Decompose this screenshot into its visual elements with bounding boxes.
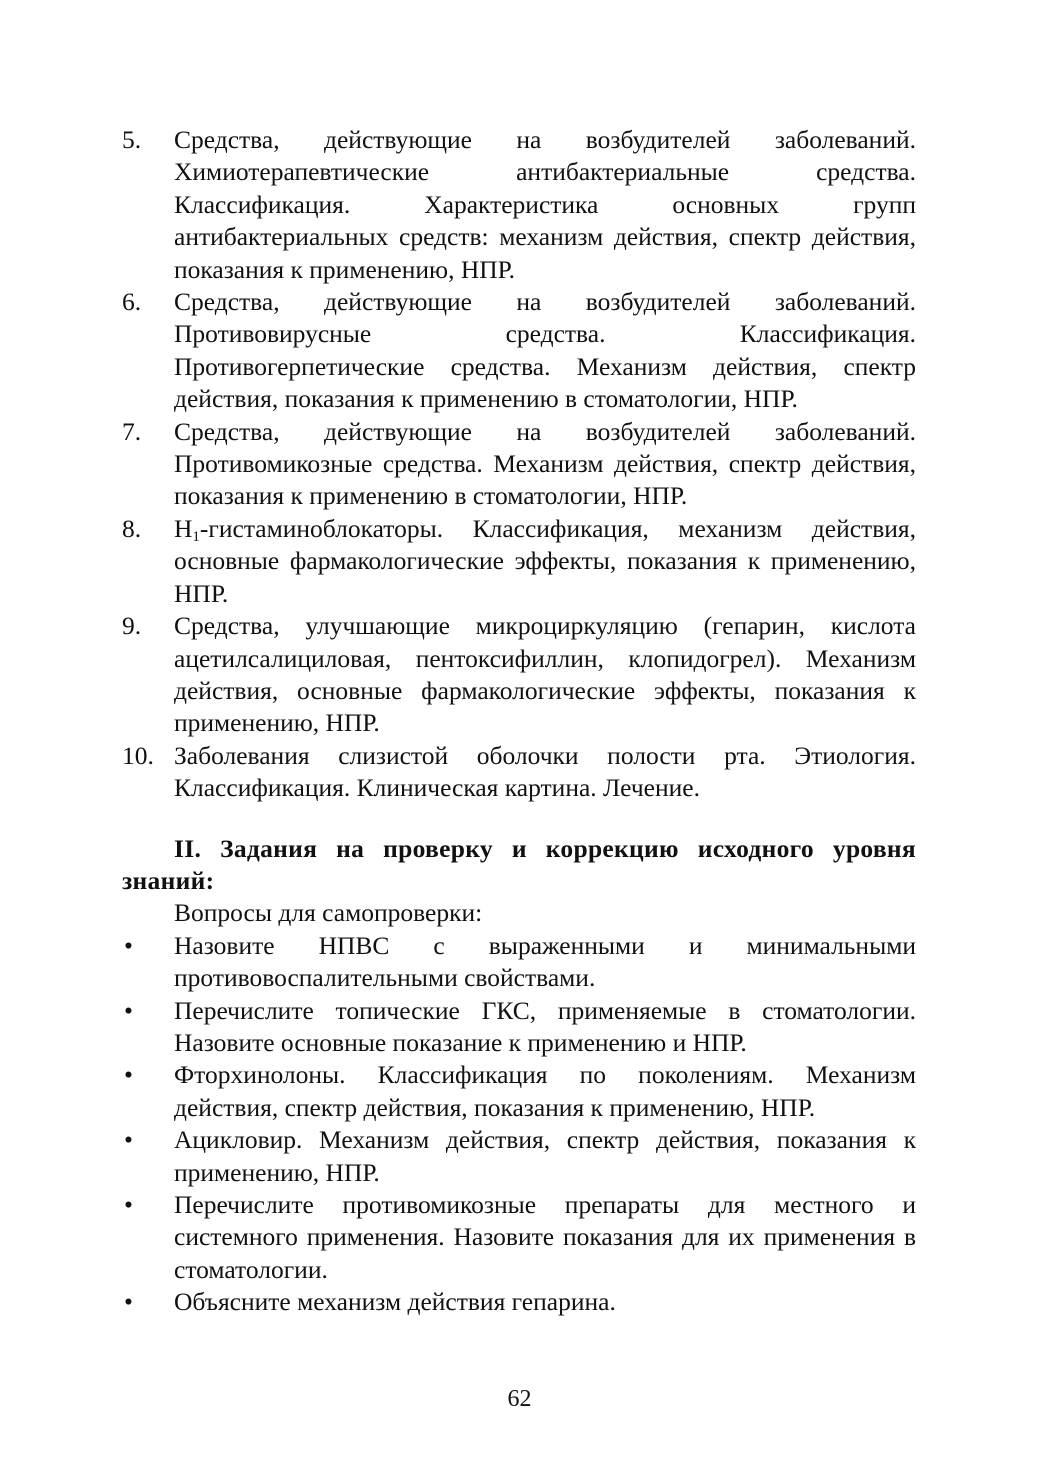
bullet-marker: • [124,1190,133,1219]
list-item-text: Средства, улучшающие микроциркуляцию (гепарин, кислота ацетилсалициловая, пентоксифиллин, клопидогрел). Механизм действия, основные фармакологические эффекты, показания к применению, НПР. [174,611,916,738]
bullet-marker: • [124,1125,133,1155]
bullet-marker: • [124,995,133,1025]
list-item [122,286,916,416]
section-heading: II. Задания на проверку и коррекцию исходного уровня знаний: [122,833,916,895]
bullet-text: Назовите НПВС с выраженными и минимальными противовоспалительными свойствами. [174,930,916,993]
page-number: 62 [507,1386,532,1412]
bullet-item [122,1124,916,1189]
list-item [122,124,916,286]
list-item-text: Средства, действующие на возбудителей заболеваний. Противовирусные средства. Классификация. Противогерпетические средства. Механизм действия, спектр действия, показания к применению в стоматологии, НПР. [174,287,916,414]
bullet-marker: • [124,1287,133,1317]
list-item-number: 6. [122,287,142,317]
bullet-item [122,1189,916,1286]
list-item-text: Средства, действующие на возбудителей заболеваний. Химиотерапевтические антибактериальные средства. Классификация. Характеристика основных групп антибактериальных средств: механизм действия, спектр действия, показания к применению, НПР. [174,125,916,284]
bullet-text: Объясните механизм действия гепарина. [174,1287,616,1317]
bullet-text: Перечислите противомикозные препараты для местного и системного применения. Назовите показания для их применения в стоматологии. [174,1190,916,1284]
list-item-number: 8. [122,513,142,543]
bullet-item [122,1059,916,1124]
bullet-text: Фторхинолоны. Классификация по поколениям. Механизм действия, спектр действия, показания к применению, НПР. [174,1060,916,1122]
list-item [122,416,916,513]
list-item-number: 10. [122,740,154,770]
list-item-text: Средства, действующие на возбудителей заболеваний. Противомикозные средства. Механизм действия, спектр действия, показания к применению в стоматологии, НПР. [174,416,916,511]
bullet-item [122,995,916,1060]
list-item-number: 5. [122,125,142,154]
bullet-text: Ацикловир. Механизм действия, спектр действия, показания к применению, НПР. [174,1125,916,1187]
list-item-number: 7. [122,416,142,446]
list-item-text: -гистаминоблокаторы. Классификация, механизм действия, основные фармакологические эффекты, показания к применению, НПР. [174,513,916,608]
list-item [122,740,916,805]
list-item-number: 9. [122,611,142,641]
bullet-text: Перечислите топические ГКС, применяемые в стоматологии. Назовите основные показание к применению и НПР. [174,995,916,1057]
list-item-text: Заболевания слизистой оболочки полости рта. Этиология. Классификация. Клиническая картина. Лечение. [174,740,916,803]
h-letter: Н [174,513,193,543]
bullet-marker: • [124,930,133,960]
h-subscript: 1 [192,528,200,545]
bullet-marker: • [124,1060,133,1090]
h1-label [174,514,200,543]
section-subheading: Вопросы для самопроверки: [174,898,483,928]
list-item [122,610,916,740]
bullet-item [122,1286,916,1318]
document-page [122,124,916,1319]
bullet-item [122,930,916,995]
list-item [122,513,916,610]
